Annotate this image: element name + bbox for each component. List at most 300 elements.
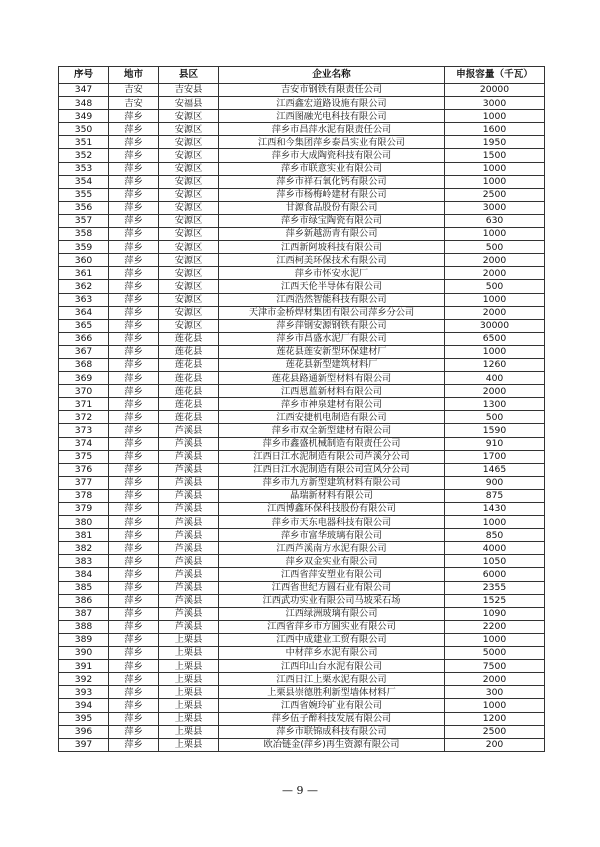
city-cell: 萍乡 bbox=[109, 738, 159, 751]
capacity-cell: 1000 bbox=[445, 345, 545, 358]
capacity-cell: 2000 bbox=[445, 254, 545, 267]
serial-cell: 388 bbox=[59, 620, 109, 633]
city-cell: 萍乡 bbox=[109, 673, 159, 686]
county-cell: 安源区 bbox=[159, 241, 219, 254]
county-cell: 莲花县 bbox=[159, 372, 219, 385]
table-row bbox=[59, 660, 545, 673]
serial-cell: 364 bbox=[59, 306, 109, 319]
county-cell: 芦溪县 bbox=[159, 463, 219, 476]
city-cell: 萍乡 bbox=[109, 489, 159, 502]
county-cell: 上栗县 bbox=[159, 673, 219, 686]
serial-cell: 385 bbox=[59, 581, 109, 594]
company-name-cell: 萍乡市双全新型建材有限公司 bbox=[219, 424, 445, 437]
table-row bbox=[59, 738, 545, 751]
serial-cell: 368 bbox=[59, 358, 109, 371]
city-cell: 萍乡 bbox=[109, 542, 159, 555]
city-cell: 萍乡 bbox=[109, 699, 159, 712]
city-cell: 萍乡 bbox=[109, 463, 159, 476]
company-name-cell: 江西和今集团萍乡泰昌实业有限公司 bbox=[219, 136, 445, 149]
company-name-cell: 天津市金桥焊材集团有限公司萍乡分公司 bbox=[219, 306, 445, 319]
capacity-cell: 1050 bbox=[445, 555, 545, 568]
company-name-cell: 萍乡市昌萍水泥有限责任公司 bbox=[219, 123, 445, 136]
city-cell: 萍乡 bbox=[109, 411, 159, 424]
county-cell: 芦溪县 bbox=[159, 424, 219, 437]
serial-cell: 347 bbox=[59, 84, 109, 97]
table-row bbox=[59, 228, 545, 241]
county-cell: 安源区 bbox=[159, 110, 219, 123]
page-number: — 9 — bbox=[282, 784, 318, 797]
county-cell: 芦溪县 bbox=[159, 516, 219, 529]
company-name-cell: 甘源食品股份有限公司 bbox=[219, 201, 445, 214]
company-name-cell: 莲花县路通新型材料有限公司 bbox=[219, 372, 445, 385]
serial-cell: 371 bbox=[59, 398, 109, 411]
city-cell: 萍乡 bbox=[109, 568, 159, 581]
serial-cell: 380 bbox=[59, 516, 109, 529]
serial-cell: 373 bbox=[59, 424, 109, 437]
serial-cell: 392 bbox=[59, 673, 109, 686]
enterprise-capacity-table bbox=[58, 66, 545, 752]
capacity-cell: 400 bbox=[445, 372, 545, 385]
capacity-cell: 900 bbox=[445, 476, 545, 489]
table-row bbox=[59, 568, 545, 581]
city-cell: 萍乡 bbox=[109, 214, 159, 227]
capacity-cell: 1000 bbox=[445, 633, 545, 646]
county-cell: 安源区 bbox=[159, 306, 219, 319]
city-cell: 萍乡 bbox=[109, 450, 159, 463]
serial-cell: 362 bbox=[59, 280, 109, 293]
city-cell: 萍乡 bbox=[109, 345, 159, 358]
serial-cell: 387 bbox=[59, 607, 109, 620]
city-cell: 吉安 bbox=[109, 97, 159, 110]
county-cell: 芦溪县 bbox=[159, 620, 219, 633]
company-name-cell: 江西省世纪方圆石业有限公司 bbox=[219, 581, 445, 594]
city-cell: 萍乡 bbox=[109, 175, 159, 188]
company-name-cell: 萍乡新越沥青有限公司 bbox=[219, 228, 445, 241]
company-name-cell: 江西安捷机电制造有限公司 bbox=[219, 411, 445, 424]
company-name-cell: 江西绿洲玻璃有限公司 bbox=[219, 607, 445, 620]
serial-cell: 366 bbox=[59, 332, 109, 345]
header-city: 地市 bbox=[109, 67, 159, 84]
county-cell: 芦溪县 bbox=[159, 437, 219, 450]
company-name-cell: 江西省萍乡市方圆实业有限公司 bbox=[219, 620, 445, 633]
county-cell: 安源区 bbox=[159, 254, 219, 267]
company-name-cell: 萍乡市神泉建材有限公司 bbox=[219, 398, 445, 411]
header-serial: 序号 bbox=[59, 67, 109, 84]
company-name-cell: 江西日江水泥制造有限公司芦溪分公司 bbox=[219, 450, 445, 463]
capacity-cell: 7500 bbox=[445, 660, 545, 673]
capacity-cell: 1500 bbox=[445, 149, 545, 162]
capacity-cell: 1430 bbox=[445, 503, 545, 516]
serial-cell: 369 bbox=[59, 372, 109, 385]
serial-cell: 379 bbox=[59, 503, 109, 516]
capacity-cell: 3000 bbox=[445, 97, 545, 110]
city-cell: 萍乡 bbox=[109, 306, 159, 319]
table-row bbox=[59, 607, 545, 620]
capacity-cell: 1700 bbox=[445, 450, 545, 463]
company-name-cell: 上栗县崇德胜利新型墙体材料厂 bbox=[219, 686, 445, 699]
capacity-cell: 1600 bbox=[445, 123, 545, 136]
serial-cell: 389 bbox=[59, 633, 109, 646]
table-row bbox=[59, 450, 545, 463]
city-cell: 萍乡 bbox=[109, 372, 159, 385]
capacity-cell: 6500 bbox=[445, 332, 545, 345]
city-cell: 萍乡 bbox=[109, 503, 159, 516]
capacity-cell: 1000 bbox=[445, 516, 545, 529]
company-name-cell: 江西武功实业有限公司马坡采石场 bbox=[219, 594, 445, 607]
table-row bbox=[59, 306, 545, 319]
county-cell: 上栗县 bbox=[159, 738, 219, 751]
company-name-cell: 萍乡市鑫盛机械制造有限责任公司 bbox=[219, 437, 445, 450]
county-cell: 上栗县 bbox=[159, 699, 219, 712]
serial-cell: 390 bbox=[59, 647, 109, 660]
city-cell: 萍乡 bbox=[109, 228, 159, 241]
serial-cell: 372 bbox=[59, 411, 109, 424]
city-cell: 萍乡 bbox=[109, 358, 159, 371]
county-cell: 安源区 bbox=[159, 319, 219, 332]
serial-cell: 356 bbox=[59, 201, 109, 214]
county-cell: 安源区 bbox=[159, 214, 219, 227]
company-name-cell: 莲花县莲安新型环保建材厂 bbox=[219, 345, 445, 358]
company-name-cell: 江西省萍安塑业有限公司 bbox=[219, 568, 445, 581]
company-name-cell: 萍乡市九方新型建筑材料有限公司 bbox=[219, 476, 445, 489]
county-cell: 芦溪县 bbox=[159, 503, 219, 516]
table-row bbox=[59, 503, 545, 516]
county-cell: 安源区 bbox=[159, 136, 219, 149]
capacity-cell: 875 bbox=[445, 489, 545, 502]
county-cell: 莲花县 bbox=[159, 358, 219, 371]
serial-cell: 361 bbox=[59, 267, 109, 280]
table-row bbox=[59, 241, 545, 254]
company-name-cell: 江西柯美环保技术有限公司 bbox=[219, 254, 445, 267]
company-name-cell: 萍乡市杨梅岭建材有限公司 bbox=[219, 188, 445, 201]
serial-cell: 367 bbox=[59, 345, 109, 358]
city-cell: 萍乡 bbox=[109, 581, 159, 594]
table-row bbox=[59, 267, 545, 280]
company-name-cell: 欧冶链金(萍乡)再生资源有限公司 bbox=[219, 738, 445, 751]
county-cell: 上栗县 bbox=[159, 633, 219, 646]
table-row bbox=[59, 673, 545, 686]
city-cell: 萍乡 bbox=[109, 201, 159, 214]
serial-cell: 397 bbox=[59, 738, 109, 751]
table-header-row bbox=[59, 67, 545, 84]
city-cell: 萍乡 bbox=[109, 620, 159, 633]
capacity-cell: 1590 bbox=[445, 424, 545, 437]
company-name-cell: 江西鑫宏道路设施有限公司 bbox=[219, 97, 445, 110]
serial-cell: 354 bbox=[59, 175, 109, 188]
table-row bbox=[59, 214, 545, 227]
serial-cell: 393 bbox=[59, 686, 109, 699]
table-row bbox=[59, 725, 545, 738]
serial-cell: 353 bbox=[59, 162, 109, 175]
company-name-cell: 莲花县新型建筑材料厂 bbox=[219, 358, 445, 371]
table-row bbox=[59, 476, 545, 489]
capacity-cell: 200 bbox=[445, 738, 545, 751]
company-name-cell: 萍乡市绿宝陶瓷有限公司 bbox=[219, 214, 445, 227]
table-row bbox=[59, 686, 545, 699]
table-row bbox=[59, 647, 545, 660]
table-row bbox=[59, 712, 545, 725]
company-name-cell: 江西图融光电科技有限公司 bbox=[219, 110, 445, 123]
city-cell: 萍乡 bbox=[109, 529, 159, 542]
capacity-cell: 1260 bbox=[445, 358, 545, 371]
capacity-cell: 300 bbox=[445, 686, 545, 699]
serial-cell: 374 bbox=[59, 437, 109, 450]
table-row bbox=[59, 411, 545, 424]
serial-cell: 375 bbox=[59, 450, 109, 463]
company-name-cell: 萍乡市大成陶瓷科技有限公司 bbox=[219, 149, 445, 162]
city-cell: 萍乡 bbox=[109, 123, 159, 136]
serial-cell: 381 bbox=[59, 529, 109, 542]
county-cell: 莲花县 bbox=[159, 385, 219, 398]
county-cell: 安源区 bbox=[159, 293, 219, 306]
serial-cell: 349 bbox=[59, 110, 109, 123]
capacity-cell: 30000 bbox=[445, 319, 545, 332]
table-row bbox=[59, 319, 545, 332]
table-row bbox=[59, 201, 545, 214]
company-name-cell: 萍乡市天东电器科技有限公司 bbox=[219, 516, 445, 529]
capacity-cell: 850 bbox=[445, 529, 545, 542]
city-cell: 萍乡 bbox=[109, 712, 159, 725]
county-cell: 芦溪县 bbox=[159, 581, 219, 594]
company-name-cell: 吉安市钢铁有限责任公司 bbox=[219, 84, 445, 97]
county-cell: 芦溪县 bbox=[159, 476, 219, 489]
serial-cell: 358 bbox=[59, 228, 109, 241]
county-cell: 安源区 bbox=[159, 280, 219, 293]
company-name-cell: 江西印山台水泥有限公司 bbox=[219, 660, 445, 673]
serial-cell: 377 bbox=[59, 476, 109, 489]
company-name-cell: 江西浩然智能科技有限公司 bbox=[219, 293, 445, 306]
capacity-cell: 1000 bbox=[445, 162, 545, 175]
capacity-cell: 1950 bbox=[445, 136, 545, 149]
company-name-cell: 萍乡伍子醉科技发展有限公司 bbox=[219, 712, 445, 725]
county-cell: 芦溪县 bbox=[159, 529, 219, 542]
city-cell: 萍乡 bbox=[109, 633, 159, 646]
company-name-cell: 晶瑞新材料有限公司 bbox=[219, 489, 445, 502]
serial-cell: 360 bbox=[59, 254, 109, 267]
table-row bbox=[59, 293, 545, 306]
serial-cell: 396 bbox=[59, 725, 109, 738]
city-cell: 萍乡 bbox=[109, 594, 159, 607]
serial-cell: 391 bbox=[59, 660, 109, 673]
capacity-cell: 1465 bbox=[445, 463, 545, 476]
table-row bbox=[59, 529, 545, 542]
serial-cell: 376 bbox=[59, 463, 109, 476]
city-cell: 萍乡 bbox=[109, 293, 159, 306]
serial-cell: 378 bbox=[59, 489, 109, 502]
serial-cell: 359 bbox=[59, 241, 109, 254]
serial-cell: 348 bbox=[59, 97, 109, 110]
capacity-cell: 1000 bbox=[445, 293, 545, 306]
county-cell: 安源区 bbox=[159, 228, 219, 241]
table-row bbox=[59, 97, 545, 110]
city-cell: 萍乡 bbox=[109, 686, 159, 699]
city-cell: 萍乡 bbox=[109, 149, 159, 162]
city-cell: 萍乡 bbox=[109, 437, 159, 450]
company-name-cell: 萍乡市联意实业有限公司 bbox=[219, 162, 445, 175]
serial-cell: 383 bbox=[59, 555, 109, 568]
county-cell: 安源区 bbox=[159, 175, 219, 188]
city-cell: 萍乡 bbox=[109, 241, 159, 254]
city-cell: 萍乡 bbox=[109, 319, 159, 332]
table-row bbox=[59, 699, 545, 712]
table-row bbox=[59, 84, 545, 97]
county-cell: 芦溪县 bbox=[159, 607, 219, 620]
table-row bbox=[59, 463, 545, 476]
company-name-cell: 萍乡市昌盛水泥厂有限公司 bbox=[219, 332, 445, 345]
company-name-cell: 萍乡市怀安水泥厂 bbox=[219, 267, 445, 280]
table-row bbox=[59, 542, 545, 555]
capacity-cell: 500 bbox=[445, 411, 545, 424]
table-row bbox=[59, 162, 545, 175]
city-cell: 萍乡 bbox=[109, 332, 159, 345]
serial-cell: 363 bbox=[59, 293, 109, 306]
table-row bbox=[59, 516, 545, 529]
city-cell: 萍乡 bbox=[109, 476, 159, 489]
capacity-cell: 1090 bbox=[445, 607, 545, 620]
city-cell: 萍乡 bbox=[109, 647, 159, 660]
county-cell: 安源区 bbox=[159, 201, 219, 214]
city-cell: 萍乡 bbox=[109, 660, 159, 673]
company-name-cell: 江西省婉玲矿业有限公司 bbox=[219, 699, 445, 712]
city-cell: 吉安 bbox=[109, 84, 159, 97]
county-cell: 安源区 bbox=[159, 123, 219, 136]
capacity-cell: 910 bbox=[445, 437, 545, 450]
county-cell: 莲花县 bbox=[159, 345, 219, 358]
table-row bbox=[59, 149, 545, 162]
capacity-cell: 20000 bbox=[445, 84, 545, 97]
company-name-cell: 江西日江水泥制造有限公司宣风分公司 bbox=[219, 463, 445, 476]
capacity-cell: 1200 bbox=[445, 712, 545, 725]
city-cell: 萍乡 bbox=[109, 607, 159, 620]
city-cell: 萍乡 bbox=[109, 254, 159, 267]
table-row bbox=[59, 372, 545, 385]
city-cell: 萍乡 bbox=[109, 188, 159, 201]
city-cell: 萍乡 bbox=[109, 398, 159, 411]
county-cell: 莲花县 bbox=[159, 398, 219, 411]
company-name-cell: 萍乡市富华玻璃有限公司 bbox=[219, 529, 445, 542]
table-row bbox=[59, 254, 545, 267]
capacity-cell: 2500 bbox=[445, 188, 545, 201]
city-cell: 萍乡 bbox=[109, 136, 159, 149]
header-county: 县区 bbox=[159, 67, 219, 84]
table-row bbox=[59, 345, 545, 358]
serial-cell: 365 bbox=[59, 319, 109, 332]
capacity-cell: 2355 bbox=[445, 581, 545, 594]
county-cell: 芦溪县 bbox=[159, 568, 219, 581]
county-cell: 安源区 bbox=[159, 162, 219, 175]
capacity-cell: 2500 bbox=[445, 725, 545, 738]
county-cell: 吉安县 bbox=[159, 84, 219, 97]
capacity-cell: 5000 bbox=[445, 647, 545, 660]
capacity-cell: 3000 bbox=[445, 201, 545, 214]
serial-cell: 370 bbox=[59, 385, 109, 398]
table-row bbox=[59, 385, 545, 398]
serial-cell: 386 bbox=[59, 594, 109, 607]
county-cell: 芦溪县 bbox=[159, 555, 219, 568]
company-name-cell: 江西博鑫环保科技股份有限公司 bbox=[219, 503, 445, 516]
company-name-cell: 江西恩蓝新材料有限公司 bbox=[219, 385, 445, 398]
city-cell: 萍乡 bbox=[109, 555, 159, 568]
company-name-cell: 江西新阿坡科技有限公司 bbox=[219, 241, 445, 254]
capacity-cell: 500 bbox=[445, 280, 545, 293]
county-cell: 上栗县 bbox=[159, 725, 219, 738]
city-cell: 萍乡 bbox=[109, 162, 159, 175]
table-row bbox=[59, 437, 545, 450]
capacity-cell: 1000 bbox=[445, 175, 545, 188]
capacity-cell: 2000 bbox=[445, 267, 545, 280]
capacity-cell: 2000 bbox=[445, 385, 545, 398]
table-row bbox=[59, 123, 545, 136]
table-row bbox=[59, 175, 545, 188]
capacity-cell: 500 bbox=[445, 241, 545, 254]
city-cell: 萍乡 bbox=[109, 725, 159, 738]
serial-cell: 395 bbox=[59, 712, 109, 725]
company-name-cell: 萍乡市祥石氧化钙有限公司 bbox=[219, 175, 445, 188]
table-row bbox=[59, 555, 545, 568]
capacity-cell: 1300 bbox=[445, 398, 545, 411]
county-cell: 安源区 bbox=[159, 149, 219, 162]
city-cell: 萍乡 bbox=[109, 110, 159, 123]
company-name-cell: 江西天伦半导体有限公司 bbox=[219, 280, 445, 293]
table-row bbox=[59, 424, 545, 437]
company-name-cell: 江西芦溪南方水泥有限公司 bbox=[219, 542, 445, 555]
county-cell: 上栗县 bbox=[159, 686, 219, 699]
serial-cell: 352 bbox=[59, 149, 109, 162]
county-cell: 芦溪县 bbox=[159, 489, 219, 502]
city-cell: 萍乡 bbox=[109, 280, 159, 293]
capacity-cell: 630 bbox=[445, 214, 545, 227]
county-cell: 莲花县 bbox=[159, 411, 219, 424]
table-row bbox=[59, 489, 545, 502]
serial-cell: 355 bbox=[59, 188, 109, 201]
county-cell: 莲花县 bbox=[159, 332, 219, 345]
capacity-cell: 1000 bbox=[445, 228, 545, 241]
capacity-cell: 1525 bbox=[445, 594, 545, 607]
county-cell: 上栗县 bbox=[159, 660, 219, 673]
capacity-cell: 2200 bbox=[445, 620, 545, 633]
serial-cell: 350 bbox=[59, 123, 109, 136]
capacity-cell: 1000 bbox=[445, 110, 545, 123]
serial-cell: 394 bbox=[59, 699, 109, 712]
capacity-cell: 6000 bbox=[445, 568, 545, 581]
company-name-cell: 江西日江上栗水泥有限公司 bbox=[219, 673, 445, 686]
county-cell: 安源区 bbox=[159, 188, 219, 201]
county-cell: 安福县 bbox=[159, 97, 219, 110]
serial-cell: 351 bbox=[59, 136, 109, 149]
table-row bbox=[59, 581, 545, 594]
company-name-cell: 中材萍乡水泥有限公司 bbox=[219, 647, 445, 660]
capacity-cell: 1000 bbox=[445, 699, 545, 712]
table-row bbox=[59, 620, 545, 633]
header-capacity: 申报容量（千瓦） bbox=[445, 67, 545, 84]
serial-cell: 384 bbox=[59, 568, 109, 581]
table-row bbox=[59, 332, 545, 345]
serial-cell: 382 bbox=[59, 542, 109, 555]
county-cell: 芦溪县 bbox=[159, 450, 219, 463]
company-name-cell: 萍乡萍钢安源钢铁有限公司 bbox=[219, 319, 445, 332]
city-cell: 萍乡 bbox=[109, 424, 159, 437]
table-row bbox=[59, 280, 545, 293]
city-cell: 萍乡 bbox=[109, 385, 159, 398]
table-row bbox=[59, 188, 545, 201]
county-cell: 安源区 bbox=[159, 267, 219, 280]
capacity-cell: 4000 bbox=[445, 542, 545, 555]
city-cell: 萍乡 bbox=[109, 267, 159, 280]
table-row bbox=[59, 110, 545, 123]
company-name-cell: 萍乡市联锦成科技有限公司 bbox=[219, 725, 445, 738]
table-row bbox=[59, 136, 545, 149]
company-name-cell: 萍乡双金实业有限公司 bbox=[219, 555, 445, 568]
